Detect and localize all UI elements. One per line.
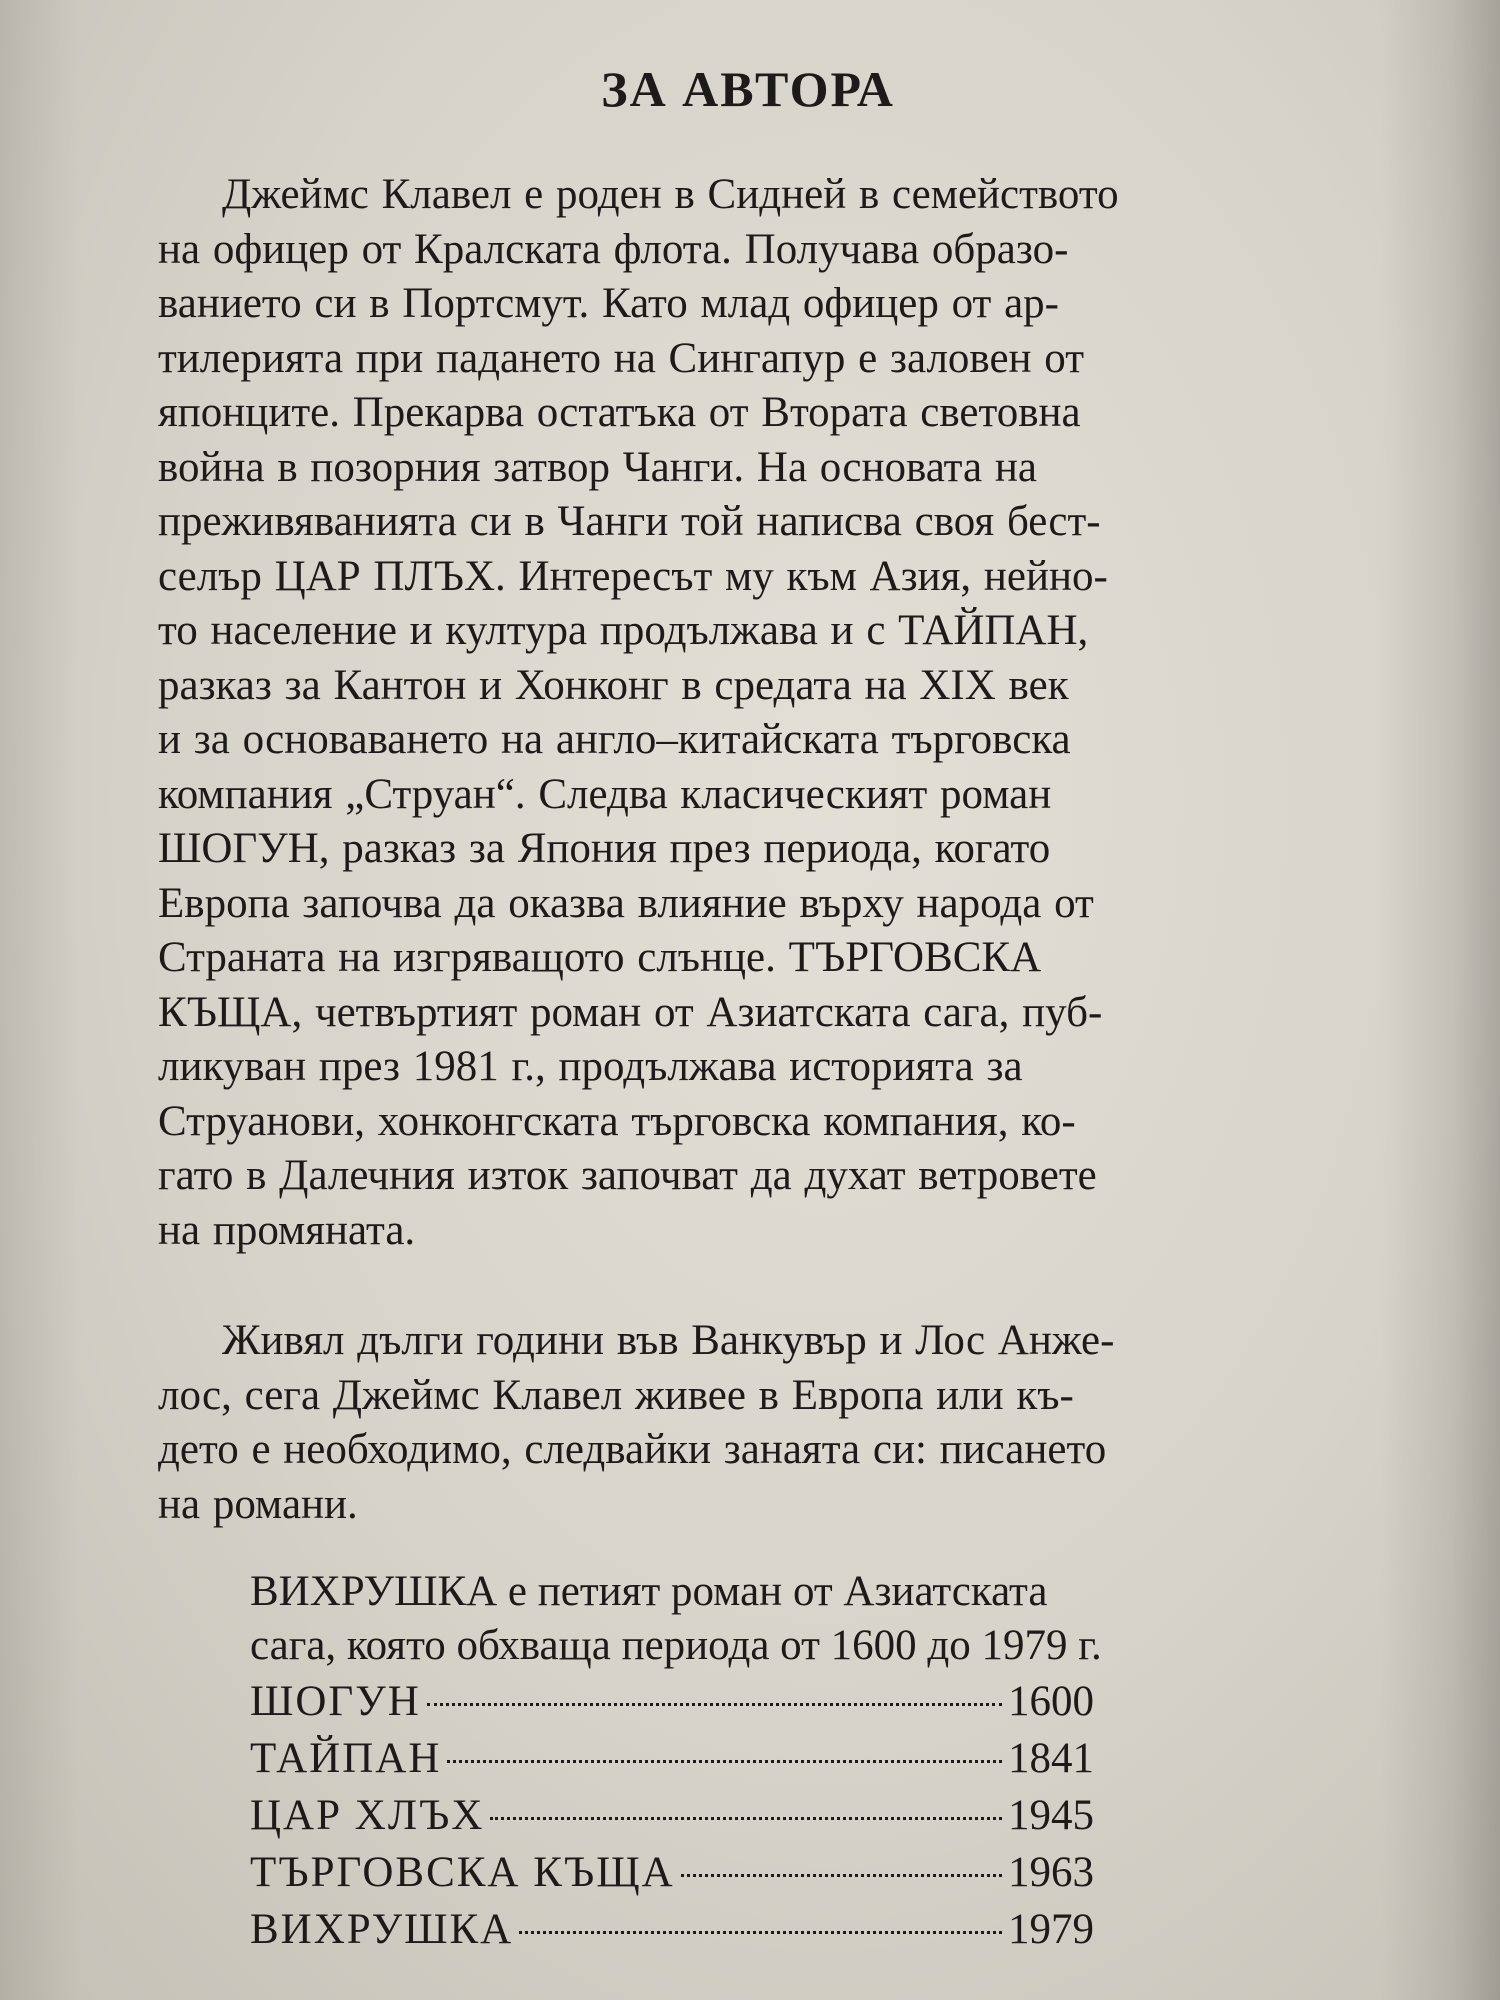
text-line: и за основаването на англо–китайската търговска: [158, 716, 1071, 763]
text-line: Струанови, хонконгската търговска компания, ко-: [158, 1097, 1076, 1145]
text-line: ВИХРУШКА е петият роман от Азиатската: [250, 1568, 1048, 1615]
saga-list-item: [250, 1789, 1120, 1846]
saga-year: 1841: [1008, 1735, 1094, 1782]
saga-year: 1600: [1008, 1678, 1094, 1725]
biography-paragraph: [158, 168, 1338, 1258]
saga-list: [250, 1675, 1120, 1960]
saga-title: ШОГУН: [250, 1678, 421, 1725]
text-line: на романи.: [158, 1480, 358, 1528]
residence-paragraph: [158, 1314, 1338, 1532]
text-line: сага, която обхваща периода от 1600 до 1979 г.: [250, 1622, 1102, 1669]
text-line: разказ за Кантон и Хонконг в средата на XIX век: [158, 661, 1069, 709]
dot-leader: [681, 1874, 1002, 1877]
text-line: война в позорния затвор Чанги. На основата на: [158, 443, 1037, 491]
saga-list-item: [250, 1675, 1120, 1732]
text-line: преживяванията си в Чанги той написва своя бест-: [158, 498, 1101, 545]
page-edge-shadow: [0, 0, 80, 2000]
saga-title: ВИХРУШКА: [250, 1906, 514, 1953]
text-line: компания „Струан“. Следва класическият роман: [158, 770, 1052, 818]
text-line: японците. Прекарва остатъка от Втората световна: [158, 389, 1081, 436]
dot-leader: [490, 1817, 1002, 1820]
saga-list-item: [250, 1732, 1120, 1789]
binding-shadow: [1380, 0, 1500, 2000]
main-text: [158, 60, 1338, 1532]
text-line: КЪЩА, четвъртият роман от Азиатската сага, пуб-: [158, 988, 1103, 1036]
text-line: селър ЦАР ПЛЪХ. Интересът му към Азия, нейно-: [158, 552, 1108, 600]
text-line: Европа започва да оказва влияние върху народа от: [158, 879, 1094, 927]
text-line: ликуван през 1981 г., продължава историята за: [158, 1043, 1023, 1090]
text-line: на офицер от Кралската флота. Получава образо-: [158, 225, 1069, 273]
saga-title: ТАЙПАН: [250, 1735, 442, 1782]
saga-title: ТЪРГОВСКА КЪЩА: [250, 1849, 675, 1896]
saga-section: [250, 1565, 1350, 1960]
text-line: Живял дълги години във Ванкувър и Лос Анже-: [222, 1317, 1115, 1364]
text-line: дето е необходимо, следвайки занаята си: писането: [158, 1426, 1107, 1473]
dot-leader: [447, 1760, 1002, 1763]
text-line: на промяната.: [158, 1206, 416, 1254]
dot-leader: [427, 1703, 1002, 1706]
text-line: лос, сега Джеймс Клавел живее в Европа или къ-: [158, 1371, 1074, 1419]
text-line: тилерията при падането на Сингапур е заловен от: [158, 334, 1085, 382]
text-line: ШОГУН, разказ за Япония през периода, когато: [158, 825, 1051, 872]
saga-year: 1963: [1008, 1849, 1094, 1896]
text-line: гато в Далечния изток започват да духат ветровете: [158, 1152, 1097, 1199]
text-line: то население и култура продължава и с ТАЙПАН,: [158, 607, 1089, 654]
saga-title: ЦАР ХЛЪХ: [250, 1792, 485, 1839]
page-title: ЗА АВТОРА: [601, 61, 895, 117]
text-line: Джеймс Клавел е роден в Сидней в семейството: [222, 171, 1119, 218]
text-line: ванието си в Портсмут. Като млад офицер от ар-: [158, 280, 1060, 327]
text-line: Страната на изгряващото слънце. ТЪРГОВСКА: [158, 934, 1042, 981]
saga-intro: [250, 1565, 1350, 1673]
saga-year: 1979: [1008, 1906, 1094, 1953]
dot-leader: [519, 1931, 1002, 1934]
saga-list-item: [250, 1846, 1120, 1903]
saga-list-item: [250, 1903, 1120, 1960]
saga-year: 1945: [1008, 1792, 1094, 1839]
